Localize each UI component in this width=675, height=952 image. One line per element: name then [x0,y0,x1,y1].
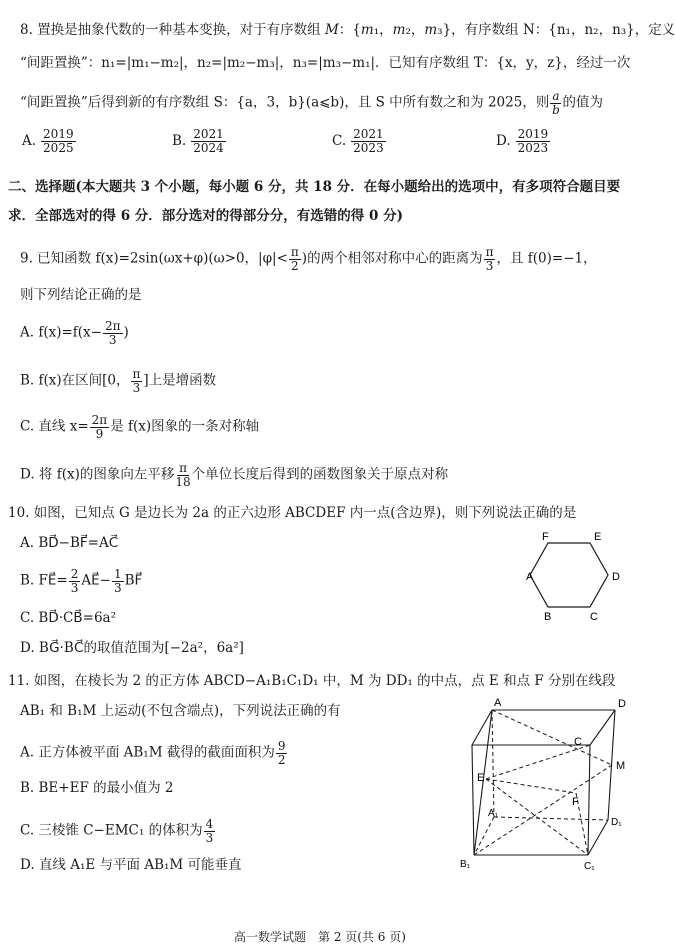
section2-line1: 二、选择题(本大题共 3 个小题，每小题 6 分，共 18 分．在每小题给出的选项中，有多项符合题目要 [8,179,621,195]
q8-line1: 8. 置换是抽象代数的一种基本变换，对于有序数组 M：{m₁，m₂，m₃}，有序数组 N：{n₁，n₂，n₃}，定义 [20,22,675,38]
cube-edge-top-left [472,710,492,745]
hex-label-d: D [612,571,620,583]
cube-label-e: E [477,772,485,784]
cube-label-c1: C₁ [584,861,595,872]
q10-option-b[interactable]: B. FE⃗= $\frac{2}{3}$ AE⃗− $\frac{1}{3}$ BF⃗ [20,567,143,595]
cube-label-b1: B₁ [460,859,471,870]
q10-option-a[interactable]: A. BD⃗−BF⃗=AC⃗ [20,535,119,551]
q11-option-d[interactable]: D. 直线 A₁E 与平面 AB₁M 可能垂直 [20,857,242,873]
q10-option-c[interactable]: C. BD⃗·CB⃗=6a² [20,610,116,626]
cube-label-a: A [494,697,502,709]
hex-label-b: B [544,611,552,623]
cube-edge-c-d [590,710,615,745]
cube-edge-a1-b1 [474,817,494,855]
section2-line2: 求．全部选对的得 6 分．部分选对的得部分分，有选错的得 0 分) [8,208,403,224]
q9-option-a[interactable]: A. f(x)=f(x− $\frac{2\pi}{3}$ ) [20,319,129,347]
hex-label-f: F [542,531,549,543]
q11-option-c[interactable]: C. 三棱锥 C−EMC₁ 的体积为 $\frac{4}{3}$ [20,817,214,845]
cube-figure [450,695,635,880]
q9-option-d[interactable]: D. 将 f(x)的图象向左平移 $\frac{\pi}{18}$ 个单位长度后得到的函数图象关于原点对称 [20,461,449,489]
cube-edge-a-a1 [492,710,494,817]
cube-line-a-m [492,710,612,765]
q8-line2: “间距置换”：n₁=|m₁−m₂|，n₂=|m₂−m₃|，n₃=|m₃−m₁|．已知有序数组 T：{x，y，z}，经过一次 [20,55,631,71]
hex-label-e: E [594,531,602,543]
q11-option-b[interactable]: B. BE+EF 的最小值为 2 [20,780,174,796]
q11-line1: 11. 如图，在棱长为 2 的正方体 ABCD−A₁B₁C₁D₁ 中，M 为 DD₁ 的中点，点 E 和点 F 分别在线段 [8,673,616,689]
q9-option-c[interactable]: C. 直线 x= $\frac{2\pi}{9}$ 是 f(x)图象的一条对称轴 [20,413,260,441]
q8-option-c[interactable]: C. 2021 2023 [332,127,384,155]
q11-line2: AB₁ 和 B₁M 上运动(不包含端点)，下列说法正确的有 [20,703,341,719]
cube-label-f: F [572,796,579,808]
cube-label-a1: A₁ [488,808,499,819]
q8-fraction: $\frac{a}{b}$ [552,89,560,117]
q8-line3: “间距置换”后得到新的有序数组 S：{a，3，b}(a⩽b)，且 S 中所有数之和为 2025，则 $\frac{a}{b}$ 的值为 [20,89,603,117]
hex-label-c: C [590,611,598,623]
cube-edge-a1-d1 [494,817,608,820]
hexagon-outline [530,543,608,607]
hexagon-figure [526,528,626,624]
cube-line-e-c [486,745,590,779]
cube-label-c: C [574,736,582,748]
q8-option-a[interactable]: A. 2019 2025 [22,127,74,155]
q9-option-b[interactable]: B. f(x)在区间[0， $\frac{\pi}{3}$ ]上是增函数 [20,367,217,395]
q9-line1: 9. 已知函数 f(x)=2sin(ωx+φ)(ω>0，|φ|< $\frac{\pi}{2}$ )的两个相邻对称中心的距离为 $\frac{\pi}{3}$ ，且 f(0)=−1， [20,245,597,273]
cube-label-m: M [616,760,626,772]
cube-label-d1: D₁ [611,817,622,828]
cube-label-d: D [618,698,626,710]
page-footer: 高一数学试题 第 2 页(共 6 页) [234,930,406,944]
q10-line1: 10. 如图，已知点 G 是边长为 2a 的正六边形 ABCDEF 内一点(含边界)，则下列说法正确的是 [8,505,577,521]
cube-edge-front-left [472,745,474,855]
q11-option-a[interactable]: A. 正方体被平面 AB₁M 截得的截面面积为 $\frac{9}{2}$ [20,739,286,767]
cube-edge-c-c1 [588,745,590,855]
hex-label-a: A [526,571,534,583]
cube-line-e-f [486,779,576,793]
q10-option-d[interactable]: D. BG⃗·BC⃗的取值范围为[−2a²，6a²] [20,640,244,656]
q8-option-b[interactable]: B. 2021 2024 [172,127,224,155]
cube-edge-c1-d1 [588,820,608,855]
q9-line2: 则下列结论正确的是 [20,287,142,303]
q8-option-d[interactable]: D. 2019 2023 [496,127,549,155]
